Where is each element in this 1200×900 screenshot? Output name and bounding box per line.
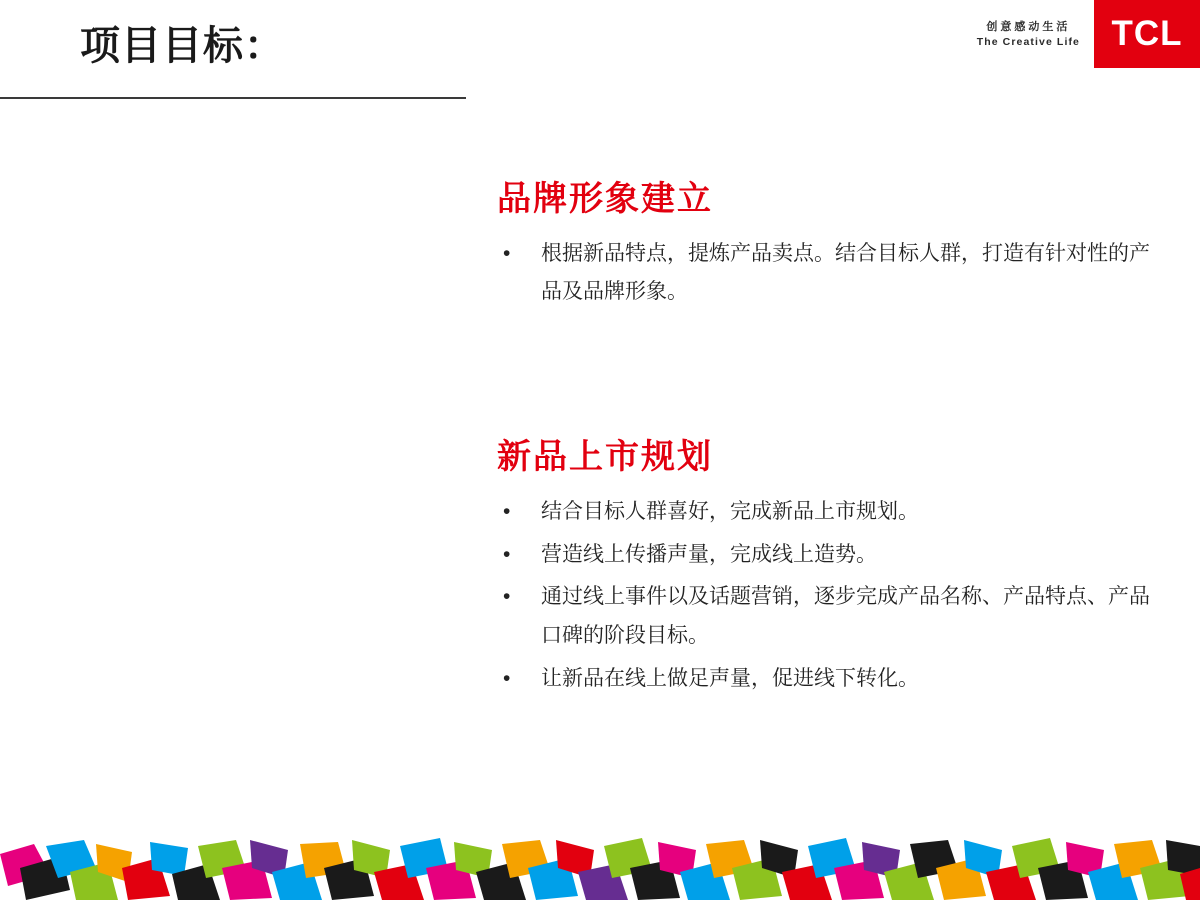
bullet-text: 让新品在线上做足声量，促进线下转化。 — [541, 667, 919, 691]
decorative-mosaic-strip — [0, 838, 1200, 900]
brand-logo — [977, 0, 1200, 68]
list-item — [497, 660, 1157, 699]
bullet-text: 结合目标人群喜好，完成新品上市规划。 — [541, 499, 919, 523]
section-launch-plan — [497, 436, 1157, 699]
bullet-marker-icon: • — [503, 499, 511, 523]
section-heading-2: 新品上市规划 — [497, 437, 713, 478]
section-heading-1: 品牌形象建立 — [497, 179, 713, 219]
bullet-text: 营造线上传播声量，完成线上造势。 — [541, 542, 877, 566]
list-item — [497, 235, 1157, 313]
title-divider — [0, 97, 466, 99]
bullet-text: 通过线上事件以及话题营销，逐步完成产品名称、产品特点、产品口碑的阶段目标。 — [541, 585, 1150, 648]
content-body — [497, 178, 1157, 703]
bullet-list-1 — [497, 235, 1157, 313]
bullet-marker-icon: • — [503, 542, 511, 566]
brand-slogan — [977, 0, 1094, 51]
bullet-list-2 — [497, 493, 1157, 699]
list-item — [497, 536, 1157, 575]
bullet-marker-icon: • — [503, 667, 511, 691]
bullet-marker-icon: • — [503, 585, 511, 609]
list-item — [497, 493, 1157, 532]
bullet-text: 根据新品特点，提炼产品卖点。结合目标人群，打造有针对性的产品及品牌形象。 — [541, 241, 1150, 304]
tcl-logo-text: TCL — [1111, 14, 1183, 53]
bullet-marker-icon: • — [503, 241, 511, 265]
list-item — [497, 578, 1157, 656]
brand-slogan-cn: 创意感动生活 — [986, 21, 1071, 33]
page-title: 项目目标： — [80, 24, 285, 68]
section-spacer — [497, 316, 1157, 436]
tcl-logo-mark — [1094, 0, 1200, 68]
brand-slogan-en: The Creative Life — [976, 36, 1080, 49]
section-brand-image — [497, 178, 1157, 312]
